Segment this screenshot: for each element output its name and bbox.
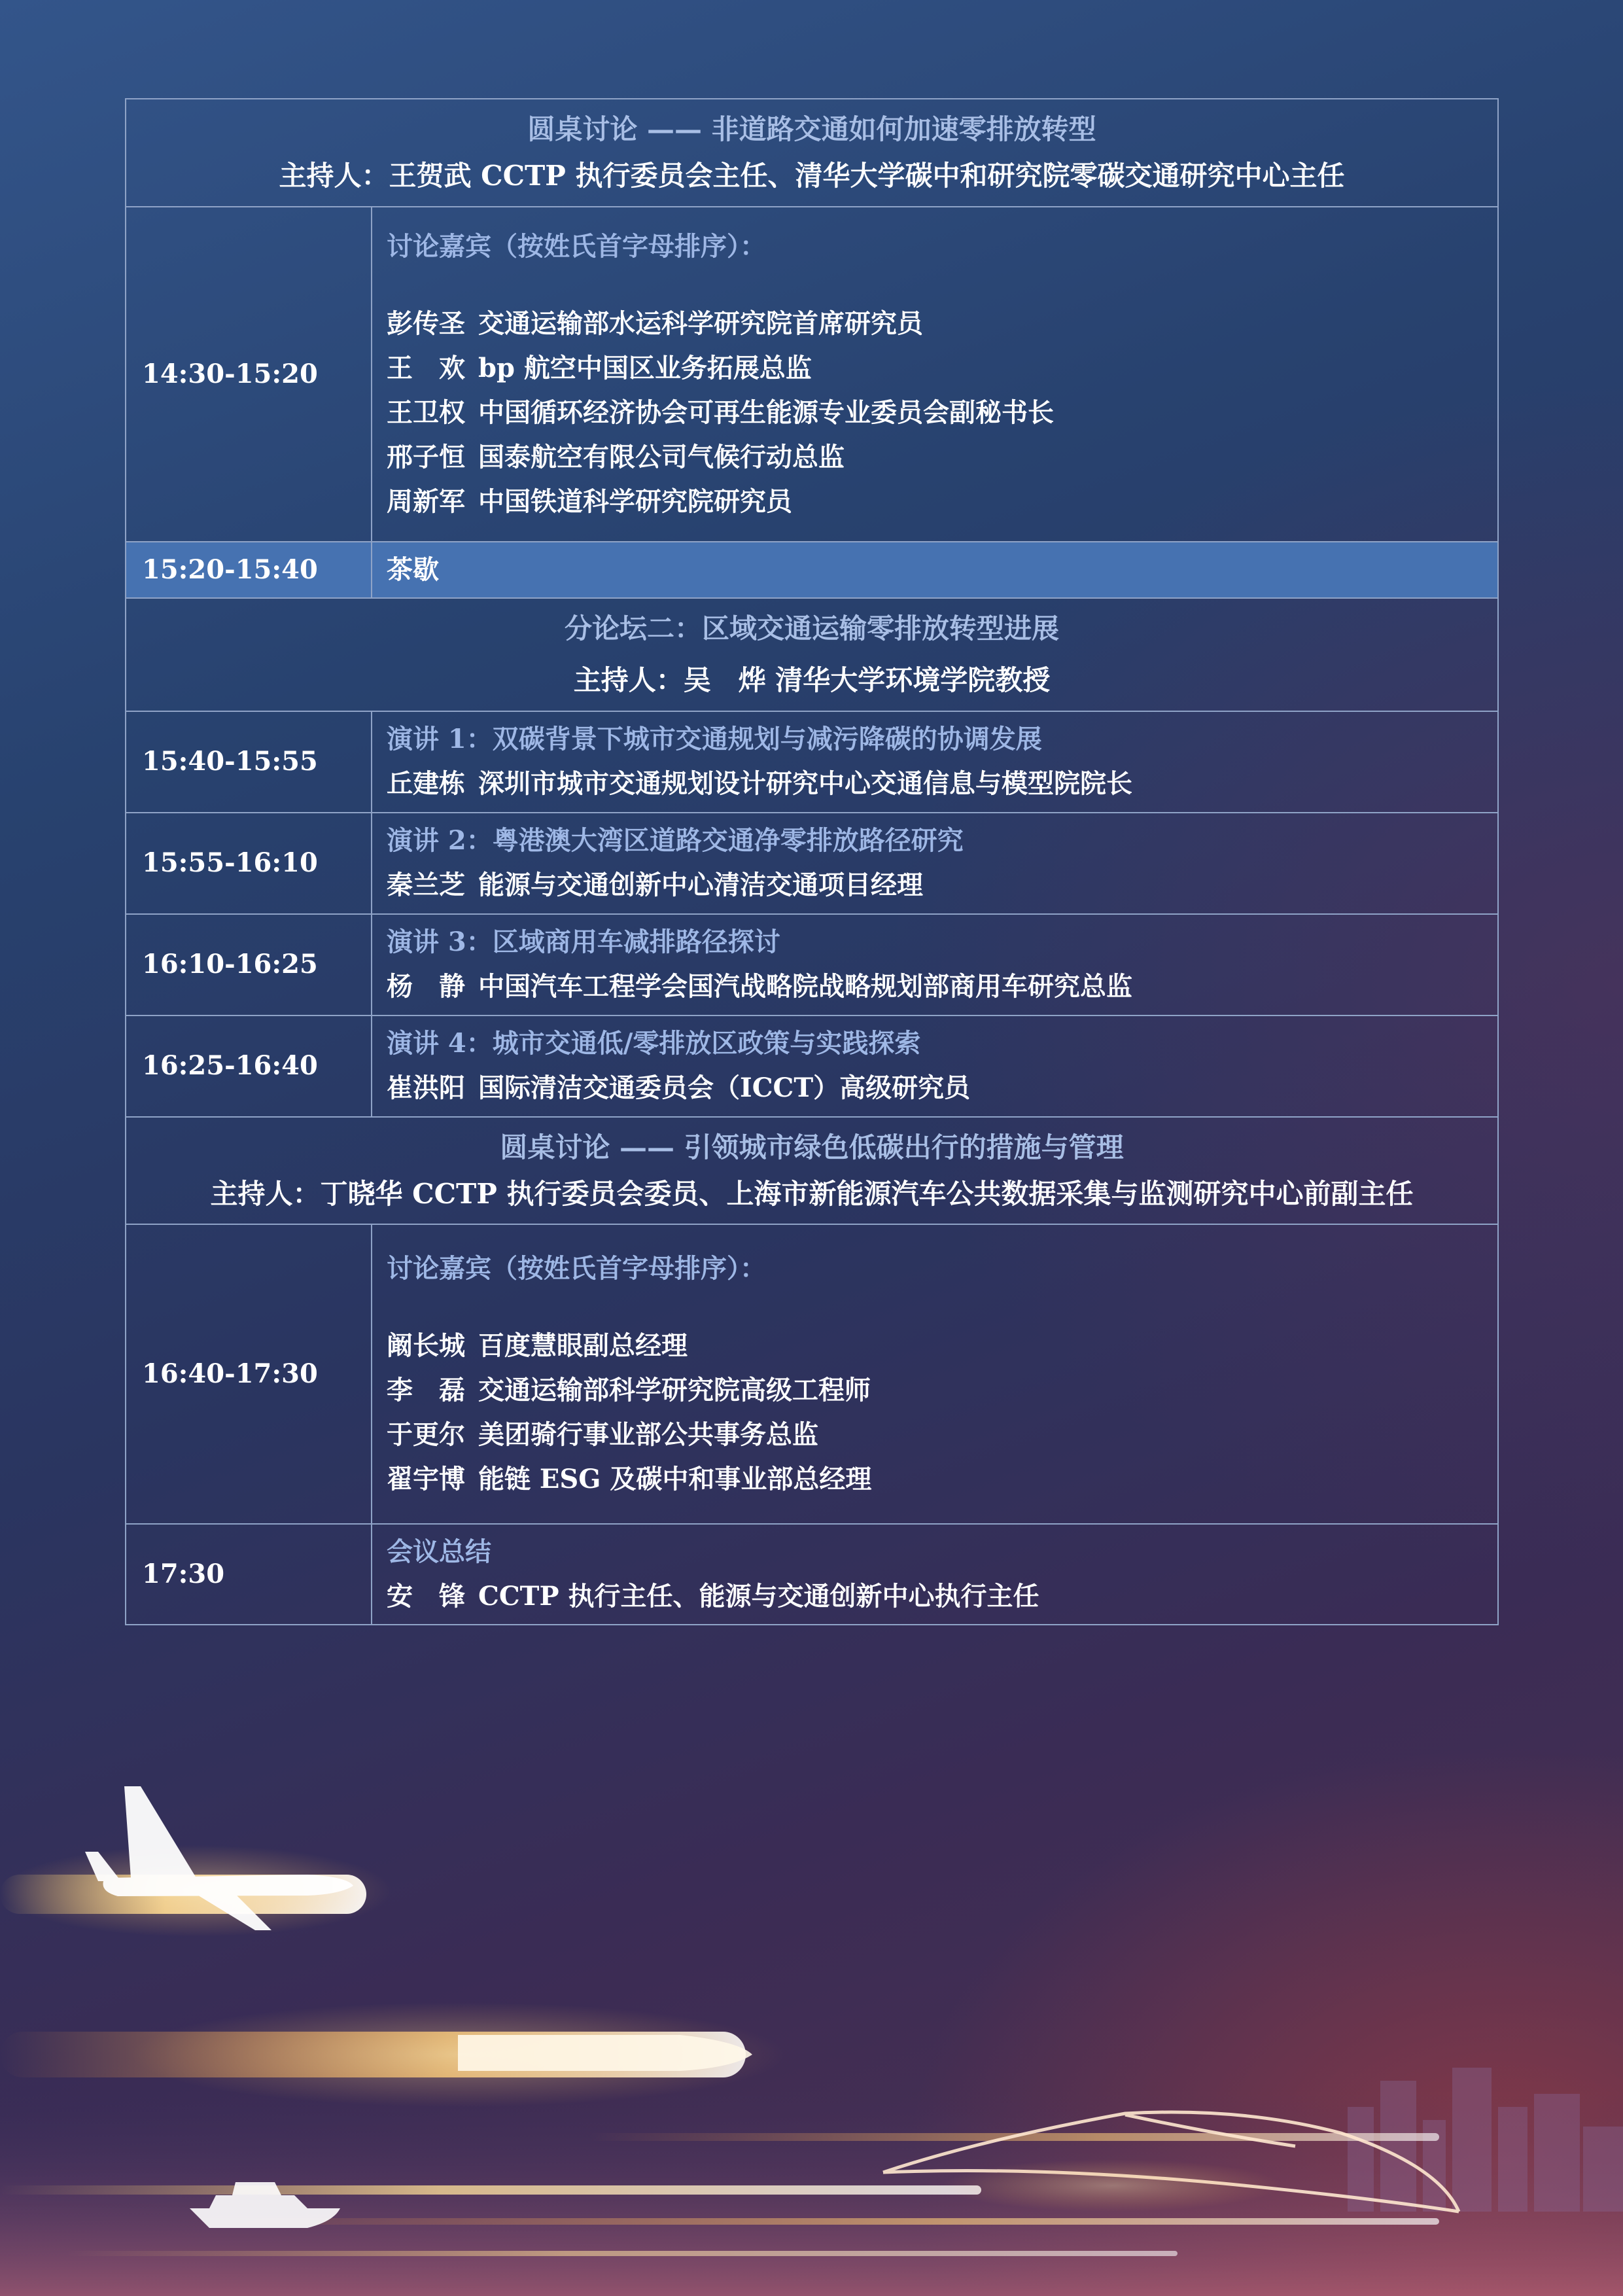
- talk-time: 15:40-15:55: [126, 711, 372, 813]
- talk-speaker: 杨 静 中国汽车工程学会国汽战略院战略规划部商用车研究总监: [387, 971, 1132, 1002]
- talk-content: [372, 813, 1498, 914]
- talk-row: [126, 813, 1498, 914]
- guest-item: 邢子恒 国泰航空有限公司气候行动总监: [387, 441, 845, 472]
- tea-break-time: 15:20-15:40: [126, 542, 372, 598]
- guest-item: 李 磊 交通运输部科学研究院高级工程师: [387, 1375, 871, 1406]
- talk-time: 15:55-16:10: [126, 813, 372, 914]
- closing-time: 17:30: [126, 1524, 372, 1625]
- talk-speaker: 崔洪阳 国际清洁交通委员会（ICCT）高级研究员: [387, 1072, 971, 1104]
- talk-content: [372, 1016, 1498, 1117]
- guest-item: 于更尔 美团骑行事业部公共事务总监: [387, 1419, 818, 1451]
- roundtable1-guests-heading: 讨论嘉宾（按姓氏首字母排序）：: [387, 230, 766, 262]
- talk-title: 演讲 4：城市交通低/零排放区政策与实践探索: [387, 1028, 921, 1059]
- guest-item: 彭传圣 交通运输部水运科学研究院首席研究员: [387, 308, 923, 339]
- closing-title: 会议总结: [387, 1536, 491, 1568]
- roundtable2-guests-heading: 讨论嘉宾（按姓氏首字母排序）：: [387, 1253, 766, 1284]
- tea-break-label: 茶歇: [372, 542, 1498, 598]
- talk-row: [126, 1016, 1498, 1117]
- talk-time: 16:10-16:25: [126, 914, 372, 1016]
- roundtable2-time: 16:40-17:30: [126, 1224, 372, 1524]
- roundtable2-row: [126, 1224, 1498, 1524]
- roundtable1-title: 圆桌讨论 —— 非道路交通如何加速零排放转型: [527, 113, 1096, 145]
- talk-row: [126, 914, 1498, 1016]
- talk-content: [372, 914, 1498, 1016]
- talk-speaker: 丘建栋 深圳市城市交通规划设计研究中心交通信息与模型院院长: [387, 768, 1132, 800]
- talk-title: 演讲 1：双碳背景下城市交通规划与减污降碳的协调发展: [387, 724, 1042, 755]
- roundtable2-header-row: [126, 1117, 1498, 1225]
- guest-item: 阚长城 百度慧眼副总经理: [387, 1330, 688, 1362]
- guest-item: 翟宇博 能链 ESG 及碳中和事业部总经理: [387, 1464, 872, 1495]
- roundtable1-guests: [372, 207, 1498, 542]
- roundtable1-row: [126, 207, 1498, 542]
- forum2-title: 分论坛二：区域交通运输零排放转型进展: [564, 612, 1059, 645]
- talk-title: 演讲 2：粤港澳大湾区道路交通净零排放路径研究: [387, 825, 964, 857]
- closing-row: [126, 1524, 1498, 1625]
- talk-title: 演讲 3：区域商用车减排路径探讨: [387, 927, 780, 958]
- forum2-header: [126, 598, 1498, 711]
- roundtable1-header-row: [126, 99, 1498, 207]
- talk-speaker: 秦兰芝 能源与交通创新中心清洁交通项目经理: [387, 870, 923, 901]
- roundtable1-host: 主持人：王贺武 CCTP 执行委员会主任、清华大学碳中和研究院零碳交通研究中心主任: [279, 160, 1345, 192]
- roundtable2-header: [126, 1117, 1498, 1225]
- roundtable1-header: [126, 99, 1498, 207]
- talk-time: 16:25-16:40: [126, 1016, 372, 1117]
- forum2-header-row: [126, 598, 1498, 711]
- roundtable2-host: 主持人：丁晓华 CCTP 执行委员会委员、上海市新能源汽车公共数据采集与监测研究中心前副主任: [210, 1177, 1414, 1210]
- roundtable2-guests: [372, 1224, 1498, 1524]
- guest-item: 周新军 中国铁道科学研究院研究员: [387, 486, 792, 517]
- agenda-table: [125, 98, 1499, 1625]
- tea-break-row: [126, 542, 1498, 598]
- roundtable1-time: 14:30-15:20: [126, 207, 372, 542]
- guest-item: 王卫权 中国循环经济协会可再生能源专业委员会副秘书长: [387, 397, 1054, 428]
- talk-row: [126, 711, 1498, 813]
- guest-item: 王 欢 bp 航空中国区业务拓展总监: [387, 352, 812, 383]
- transport-background-illustration: [0, 1714, 1623, 2296]
- roundtable2-title: 圆桌讨论 —— 引领城市绿色低碳出行的措施与管理: [500, 1131, 1124, 1163]
- talk-content: [372, 711, 1498, 813]
- forum2-host: 主持人：吴 烨 清华大学环境学院教授: [573, 664, 1051, 697]
- closing-content: [372, 1524, 1498, 1625]
- closing-speaker: 安 锋 CCTP 执行主任、能源与交通创新中心执行主任: [387, 1581, 1039, 1612]
